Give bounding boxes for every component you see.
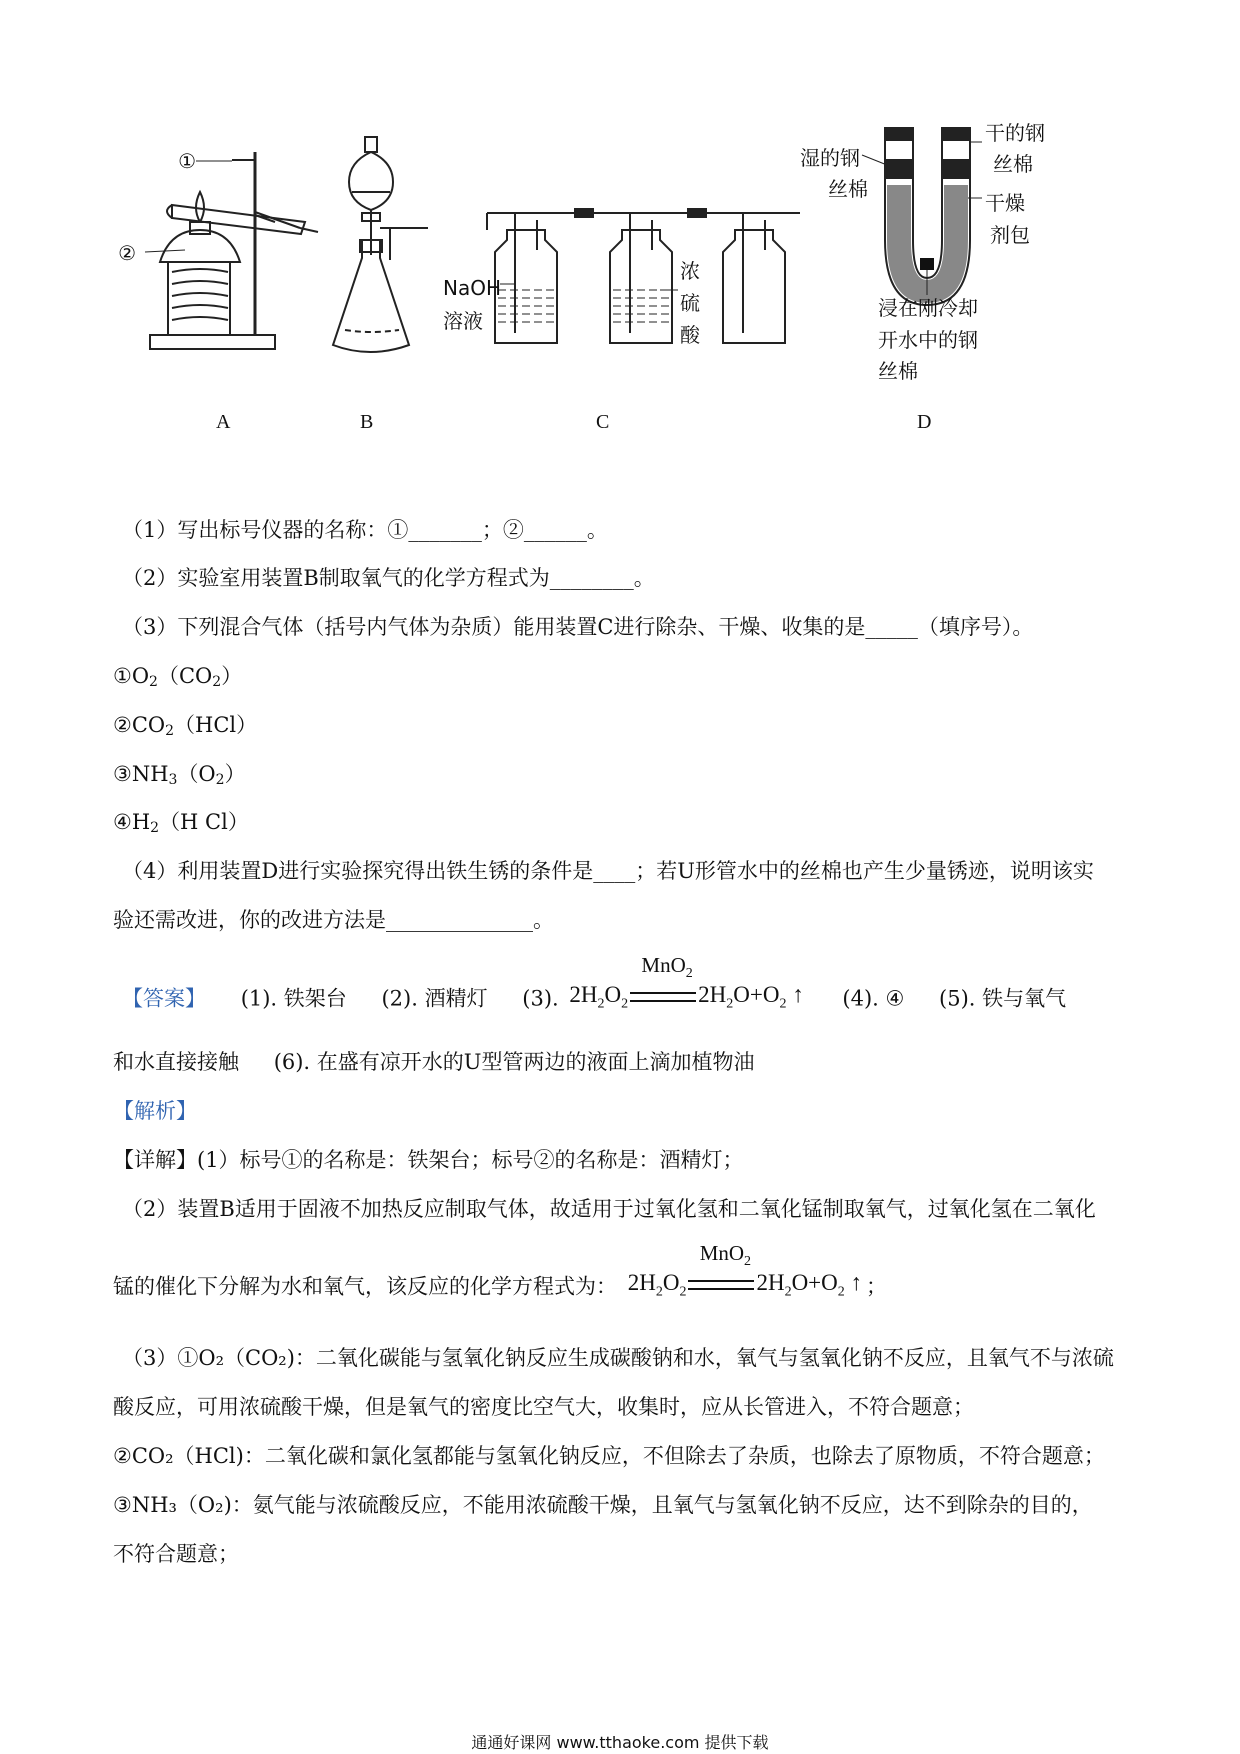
answer-5: (5). 铁与氧气 [939, 986, 1067, 1011]
wet-line-2: 丝棉 [828, 177, 868, 201]
question-4-line-2: 验还需改进，你的改进方法是______________。 [113, 908, 554, 932]
desiccant-line-1: 干燥 [985, 191, 1025, 215]
label-water [878, 296, 978, 383]
water-line-2: 开水中的钢 [878, 328, 978, 352]
label-naoh [443, 276, 501, 333]
dry-line-2: 丝棉 [993, 152, 1033, 176]
question-2: （2）实验室用装置B制取氧气的化学方程式为________。 [122, 566, 655, 590]
analysis-3-line-2: 酸反应，可用浓硫酸干燥，但是氧气的密度比空气大，收集时，应从长管进入，不符合题意； [113, 1395, 974, 1419]
analysis-3-line-3: ②CO₂（HCl)：二氧化碳和氯化氢都能与氢氧化钠反应，不但除去了杂质，也除去了原物质，不符合题意； [113, 1444, 1105, 1468]
answer-2: (2). 酒精灯 [381, 986, 488, 1011]
label-desiccant [985, 191, 1030, 247]
apparatus-a [145, 152, 318, 349]
analysis-detail-1: 【详解】(1）标号①的名称是：铁架台；标号②的名称是：酒精灯； [113, 1148, 744, 1172]
caption-a: A [216, 411, 231, 433]
marker-two: ② [118, 243, 136, 265]
option-1: ①O2（CO2） [113, 664, 243, 690]
analysis-3-line-4: ③NH₃（O₂)：氨气能与浓硫酸反应，不能用浓硫酸干燥，且氧气与氢氧化钠不反应，达不到除杂的目的， [113, 1493, 1093, 1517]
question-1: （1）写出标号仪器的名称：①_______；②______。 [122, 518, 608, 542]
question-3: （3）下列混合气体（括号内气体为杂质）能用装置C进行除杂、干燥、收集的是_____（填序号）。 [122, 615, 1034, 639]
analysis-2-line-2: 锰的催化下分解为水和氧气，该反应的化学方程式为： MnO$_2$ $2H_2O_2$ $2H_2O+O_2$ ↑； [113, 1268, 887, 1308]
apparatus-figure [0, 0, 1240, 460]
analysis-3-line-5: 不符合题意； [113, 1542, 239, 1566]
analysis-tag: 【解析】 [113, 1099, 197, 1123]
option-4: ④H2（H Cl） [113, 810, 249, 836]
acid-line-1: 浓 [680, 259, 700, 283]
answer-line-2 [113, 1047, 754, 1077]
label-acid [680, 259, 701, 347]
question-4-line-1: （4）利用装置D进行实验探究得出铁生锈的条件是____；若U形管水中的丝棉也产生少量锈迹，说明该实 [122, 859, 1094, 883]
answer-1: (1). 铁架台 [240, 986, 347, 1011]
answer-6: (6). 在盛有凉开水的U型管两边的液面上滴加植物油 [273, 1050, 755, 1074]
label-dry [985, 121, 1045, 176]
wet-line-1: 湿的钢 [800, 146, 860, 170]
apparatus-b [333, 137, 428, 352]
water-line-3: 丝棉 [878, 359, 918, 383]
acid-line-2: 硫 [680, 291, 700, 315]
answer-3: (3). [522, 986, 559, 1011]
caption-c: C [596, 411, 610, 433]
answer-line-1 [122, 953, 1067, 1020]
answer-5-cont: 和水直接接触 [113, 1050, 239, 1074]
analysis-2-line-1: （2）装置B适用于固液不加热反应制取气体，故适用于过氧化氢和二氧化锰制取氧气，过氧化氢在二氧化 [122, 1197, 1096, 1221]
naoh-line-1: NaOH [443, 276, 501, 300]
caption-d: D [917, 411, 932, 433]
caption-b: B [360, 411, 374, 433]
answer-equation: MnO$_2$ $2H_2O_2$ $2H_2O+O_2$ ↑ [569, 953, 804, 1012]
footer: 通通好课网 www.tthaoke.com 提供下载 [471, 1733, 769, 1752]
marker-one: ① [178, 151, 196, 173]
apparatus-c [487, 209, 800, 343]
water-line-1: 浸在刚冷却 [878, 296, 978, 320]
analysis-equation: MnO$_2$ $2H_2O_2$ $2H_2O+O_2$ ↑ [627, 1241, 863, 1300]
label-wet [800, 146, 868, 201]
answer-tag: 【答案】 [122, 986, 206, 1011]
naoh-line-2: 溶液 [443, 309, 483, 333]
analysis-3-line-1: （3）①O₂（CO₂)：二氧化碳能与氢氧化钠反应生成碳酸钠和水，氧气与氢氧化钠不反应，且氧气不与浓硫 [122, 1346, 1114, 1370]
acid-line-3: 酸 [680, 323, 700, 347]
option-2: ②CO2（HCl） [113, 713, 258, 739]
dry-line-1: 干的钢 [985, 121, 1045, 145]
option-3: ③NH3（O2） [113, 762, 246, 788]
answer-4: (4). ④ [842, 986, 905, 1011]
apparatus-d [862, 128, 982, 305]
desiccant-line-2: 剂包 [990, 223, 1030, 247]
